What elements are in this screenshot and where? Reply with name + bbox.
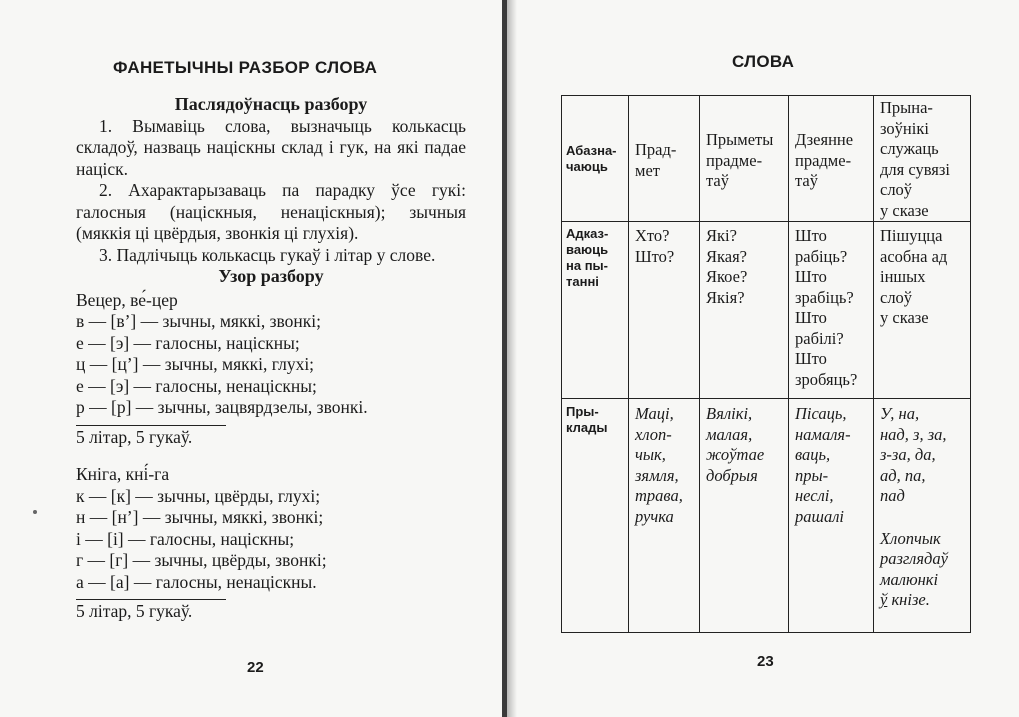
header-line: на пы- — [566, 258, 608, 273]
cell-line: для сувязі — [880, 159, 950, 179]
cell-line: таў — [706, 171, 729, 190]
phonetic-line: р — [р] — зычны, зацвярдзелы, звонкі. — [76, 397, 368, 417]
table-cell — [789, 96, 874, 222]
page-number: 22 — [247, 659, 264, 676]
table-row — [562, 399, 971, 633]
header-line: ваюць — [566, 242, 609, 257]
cell-line: рашалі — [795, 506, 844, 526]
summary-line: 5 літар, 5 гукаў. — [76, 425, 226, 449]
cell-line: ваць, — [795, 445, 831, 464]
phonetic-line: ц — [ц’] — зычны, мяккі, глухі; — [76, 354, 315, 374]
cell-line: Пісаць, — [795, 404, 847, 423]
speck — [33, 510, 37, 514]
table-cell — [629, 222, 700, 399]
cell-line: асобна ад — [880, 246, 948, 266]
cell-line: неслі, — [795, 486, 834, 505]
table-cell — [874, 222, 971, 399]
cell-line: рабіць? — [795, 246, 848, 266]
cell-line: намаля- — [795, 424, 851, 444]
cell-line: ад, па, — [880, 465, 926, 485]
underlined-preposition: ў — [880, 590, 888, 609]
cell-line: Маці, — [635, 404, 674, 423]
example-1 — [76, 290, 466, 449]
cell-line: іншых — [880, 267, 926, 286]
cell-line: трава, — [635, 486, 683, 505]
cell-line: Вялікі, — [706, 404, 753, 423]
cell-line: Якое? — [706, 267, 748, 286]
cell-line: зоўнікі — [880, 118, 929, 138]
phonetic-line: і — [і] — галосны, націскны; — [76, 528, 295, 549]
table-cell — [700, 96, 789, 222]
cell-line: у сказе — [880, 200, 929, 220]
cell-line: Што — [795, 308, 827, 327]
table-cell — [629, 96, 700, 222]
table-cell — [789, 222, 874, 399]
cell-line: слоў — [880, 287, 913, 307]
cell-line: хлоп- — [635, 424, 672, 444]
cell-line: Хто? — [635, 226, 670, 245]
example-word: Вецер, ве́-цер — [76, 289, 178, 310]
phonetic-line: в — [в’] — зычны, мяккі, звонкі; — [76, 311, 321, 331]
sentence-line: разглядаў — [880, 549, 948, 568]
page-number: 23 — [757, 653, 774, 670]
cell-line: слоў — [880, 180, 913, 199]
cell-line: пад — [880, 486, 905, 505]
phonetic-line: к — [к] — зычны, цвёрды, глухі; — [76, 485, 321, 506]
cell-line: прадме- — [795, 150, 852, 170]
step-1: 1. Вымавіць слова, вызначыць колькасць складоў, назваць націскны склад і гук, на які падае націск. — [76, 115, 466, 179]
cell-line: Што? — [635, 246, 675, 266]
cell-line: Прына- — [880, 98, 933, 117]
cell-line: Дзеянне — [795, 130, 854, 149]
cell-line: Які? — [706, 226, 737, 245]
cell-line: Прыметы — [706, 130, 774, 149]
header-line: клады — [566, 420, 608, 435]
cell-line: Што — [795, 267, 827, 286]
header-line: чаюць — [566, 158, 608, 174]
phonetic-line: а — [а] — галосны, ненаціскны. — [76, 571, 317, 592]
cell-line: Прад- — [635, 140, 677, 159]
cell-line: з-за, да, — [880, 445, 936, 464]
parts-of-speech-table — [561, 95, 971, 633]
cell-line: над, з, за, — [880, 424, 947, 444]
cell-line: ручка — [635, 506, 674, 526]
example-2 — [76, 464, 466, 623]
phonetic-line: г — [г] — зычны, цвёрды, звонкі; — [76, 550, 327, 570]
table-cell — [789, 399, 874, 633]
summary-line: 5 літар, 5 гукаў. — [76, 599, 226, 623]
cell-line: прадме- — [706, 150, 763, 170]
cell-line: Якія? — [706, 287, 745, 307]
header-line: Абазна- — [566, 142, 617, 158]
cell-line: добрыя — [706, 465, 758, 485]
table-row — [562, 96, 971, 222]
table-row — [562, 222, 971, 399]
cell-line: Пішуцца — [880, 226, 943, 245]
cell-line: таў — [795, 171, 818, 190]
left-page — [0, 0, 503, 717]
step-3: 3. Падлічыць колькасць гукаў і літар у слове. — [99, 244, 436, 265]
sentence-line — [880, 590, 964, 611]
row-header — [562, 399, 629, 633]
cell-line: чык, — [635, 445, 666, 464]
table-cell — [700, 399, 789, 633]
phonetic-line: н — [н’] — зычны, мяккі, звонкі; — [76, 507, 324, 527]
step-2: 2. Ахарактарызаваць па парадку ўсе гукі: галосныя (націскныя, ненаціскныя); зычныя (мяккія ці цвёрдыя, звонкія ці глухія). — [76, 180, 466, 243]
example-word: Кніга, кні́-га — [76, 464, 170, 484]
sentence-line: малюнкі — [880, 569, 939, 589]
right-page — [507, 0, 1019, 717]
cell-line: мет — [635, 160, 660, 180]
cell-line: пры- — [795, 465, 829, 485]
table-cell — [874, 399, 971, 633]
row-header — [562, 96, 629, 222]
sentence-line: Хлопчык — [880, 528, 941, 548]
header-line: Пры- — [566, 404, 599, 419]
sentence-rest: кнізе. — [887, 590, 930, 609]
page-title: СЛОВА — [732, 52, 795, 71]
table-cell — [700, 222, 789, 399]
cell-line: зямля, — [635, 465, 679, 485]
pattern-heading: Узор разбору — [218, 266, 324, 286]
cell-line: малая, — [706, 424, 753, 444]
row-header — [562, 222, 629, 399]
left-body — [76, 94, 466, 623]
header-line: Адказ- — [566, 226, 609, 241]
header-line: танні — [566, 274, 599, 289]
gutter-shadow — [507, 0, 517, 717]
phonetic-line: е — [э] — галосны, ненаціскны; — [76, 375, 317, 396]
cell-line: Якая? — [706, 246, 748, 266]
cell-line: Што — [795, 226, 827, 245]
cell-line: рабілі? — [795, 328, 844, 348]
cell-line: Што — [795, 349, 827, 368]
table-cell — [874, 96, 971, 222]
cell-line: служаць — [880, 139, 939, 158]
page-title: ФАНЕТЫЧНЫ РАЗБОР СЛОВА — [113, 58, 378, 77]
cell-line: зрабіць? — [795, 287, 854, 307]
table-cell — [629, 399, 700, 633]
phonetic-line: е — [э] — галосны, націскны; — [76, 332, 300, 353]
cell-line: У, на, — [880, 404, 920, 423]
cell-line: у сказе — [880, 308, 929, 327]
order-heading: Паслядоўнасць разбору — [174, 94, 368, 114]
cell-line: зробяць? — [795, 369, 858, 389]
cell-line: жоўтае — [706, 445, 765, 464]
